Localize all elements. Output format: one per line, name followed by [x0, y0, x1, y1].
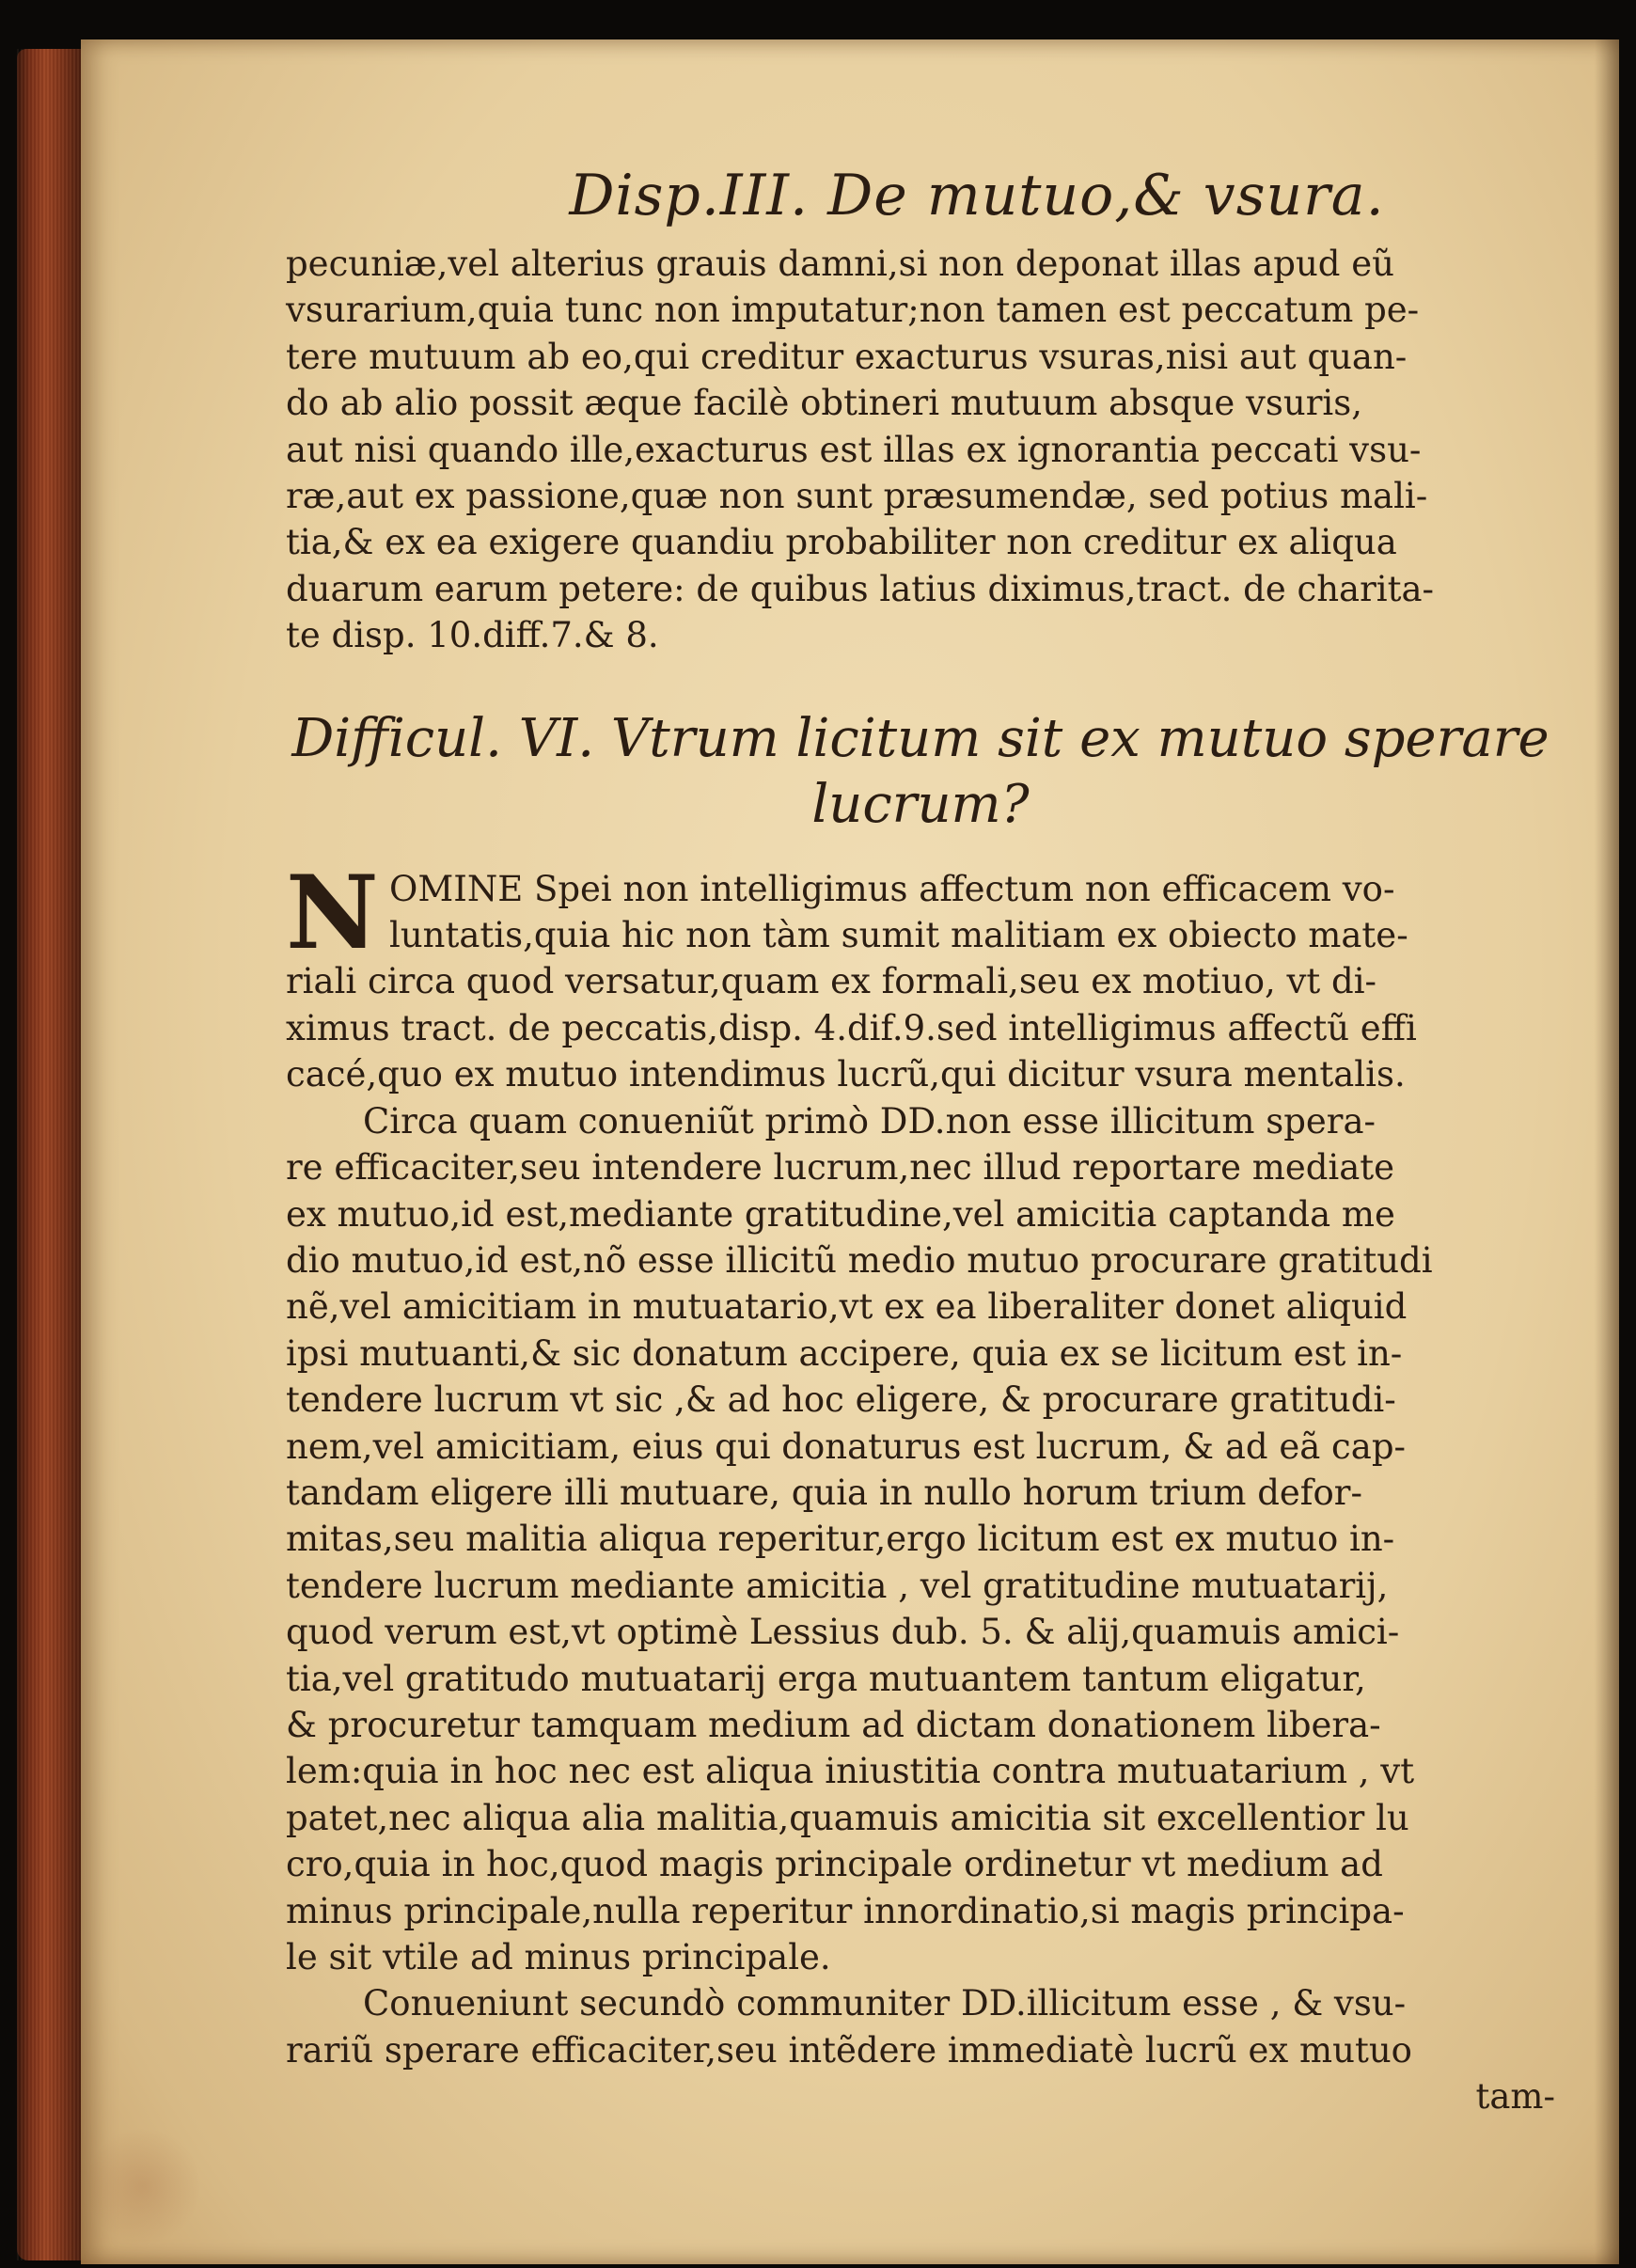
text-line: ipsi mutuanti,& sic donatum accipere, quia ex se licitum est in-: [286, 1332, 1403, 1374]
text-line: riali circa quod versatur,quam ex formali,seu ex motiuo, vt di-: [286, 961, 1377, 1002]
text-line: luntatis,quia hic non tàm sumit malitiam ex obiecto mate-: [389, 915, 1408, 956]
running-head: Disp.III. De mutuo,& vsura.: [569, 163, 1385, 228]
section-heading: [286, 706, 1555, 838]
drop-cap: N: [286, 853, 379, 972]
text-line: minus principale,nulla reperitur innordinatio,si magis principa-: [286, 1890, 1405, 1931]
section-heading-line1: Difficul. VI. Vtrum licitum sit ex mutuo sperare: [291, 707, 1549, 769]
text-line: ræ,aut ex passione,quæ non sunt præsumendæ, sed potius mali-: [286, 476, 1428, 517]
text-line: nem,vel amicitiam, eius qui donaturus est lucrum, & ad eã cap-: [286, 1425, 1407, 1467]
text-line: tere mutuum ab eo,qui creditur exacturus vsuras,nisi aut quan-: [286, 336, 1408, 377]
text-line: lem:quia in hoc nec est aliqua iniustitia contra mutuatarium , vt: [286, 1751, 1415, 1792]
paragraph-3: [286, 1980, 1555, 2119]
text-line: te disp. 10.diff.7.& 8.: [286, 615, 659, 656]
text-line: Circa quam conueniũt primò DD.non esse illicitum spera-: [363, 1100, 1376, 1142]
text-line: tandam eligere illi mutuare, quia in nullo horum trium defor-: [286, 1472, 1362, 1513]
text-line: nẽ,vel amicitiam in mutuatario,vt ex ea liberaliter donet aliquid: [286, 1286, 1408, 1328]
book-fore-edge: [17, 49, 81, 2260]
paragraph-2: [286, 1098, 1555, 1981]
text-line: & procuretur tamquam medium ad dictam donationem libera-: [286, 1704, 1381, 1745]
text-line: patet,nec aliqua alia malitia,quamuis amicitia sit excellentior lu: [286, 1797, 1409, 1838]
text-line: dio mutuo,id est,nõ esse illicitũ medio mutuo procurare gratitudi: [286, 1239, 1433, 1281]
text-line: mitas,seu malitia aliqua reperitur,ergo licitum est ex mutuo in-: [286, 1519, 1395, 1560]
text-line: vsurarium,quia tunc non imputatur;non tamen est peccatum pe-: [286, 290, 1420, 331]
text-line: duarum earum petere: de quibus latius diximus,tract. de charita-: [286, 568, 1435, 609]
section-heading-line2: lucrum?: [811, 773, 1030, 835]
text-line: cacé,quo ex mutuo intendimus lucrũ,qui dicitur vsura mentalis.: [286, 1054, 1406, 1095]
text-line: ximus tract. de peccatis,disp. 4.dif.9.sed intelligimus affectũ effi: [286, 1007, 1417, 1048]
text-line: ex mutuo,id est,mediante gratitudine,vel amicitia captanda me: [286, 1193, 1395, 1235]
text-line: rariũ sperare efficaciter,seu intẽdere immediatè lucrũ ex mutuo: [286, 2029, 1412, 2071]
catchword: tam-: [1475, 2076, 1555, 2118]
text-line: quod verum est,vt optimè Lessius dub. 5. & alij,quamuis amici-: [286, 1612, 1400, 1653]
text-line: pecuniæ,vel alterius grauis damni,si non deponat illas apud eũ: [286, 244, 1394, 284]
text-line: re efficaciter,seu intendere lucrum,nec illud reportare mediate: [286, 1147, 1395, 1189]
text-line: le sit vtile ad minus principale.: [286, 1937, 831, 1977]
text-line: tia,vel gratitudo mutuatarij erga mutuantem tantum eligatur,: [286, 1658, 1366, 1699]
text-line: aut nisi quando ille,exacturus est illas ex ignorantia peccati vsu-: [286, 429, 1422, 470]
paper-stain: [87, 2125, 199, 2247]
top-paragraph: [286, 241, 1555, 659]
text-line: tendere lucrum mediante amicitia , vel gratitudine mutuatarij,: [286, 1565, 1389, 1606]
text-line: cro,quia in hoc,quod magis principale ordinetur vt medium ad: [286, 1844, 1383, 1885]
text-line: tia,& ex ea exigere quandiu probabiliter non creditur ex aliqua: [286, 522, 1397, 563]
text-line: OMINE Spei non intelligimus affectum non efficacem vo-: [389, 868, 1395, 909]
text-line: Conueniunt secundò communiter DD.illicitum esse , & vsu-: [363, 1983, 1407, 2024]
text-line: tendere lucrum vt sic ,& ad hoc eligere, & procurare gratitudi-: [286, 1379, 1396, 1421]
page-text: [286, 158, 1555, 2120]
text-line: do ab alio possit æque facilè obtineri mutuum absque vsuris,: [286, 383, 1362, 424]
paragraph-1: [286, 853, 1555, 1098]
